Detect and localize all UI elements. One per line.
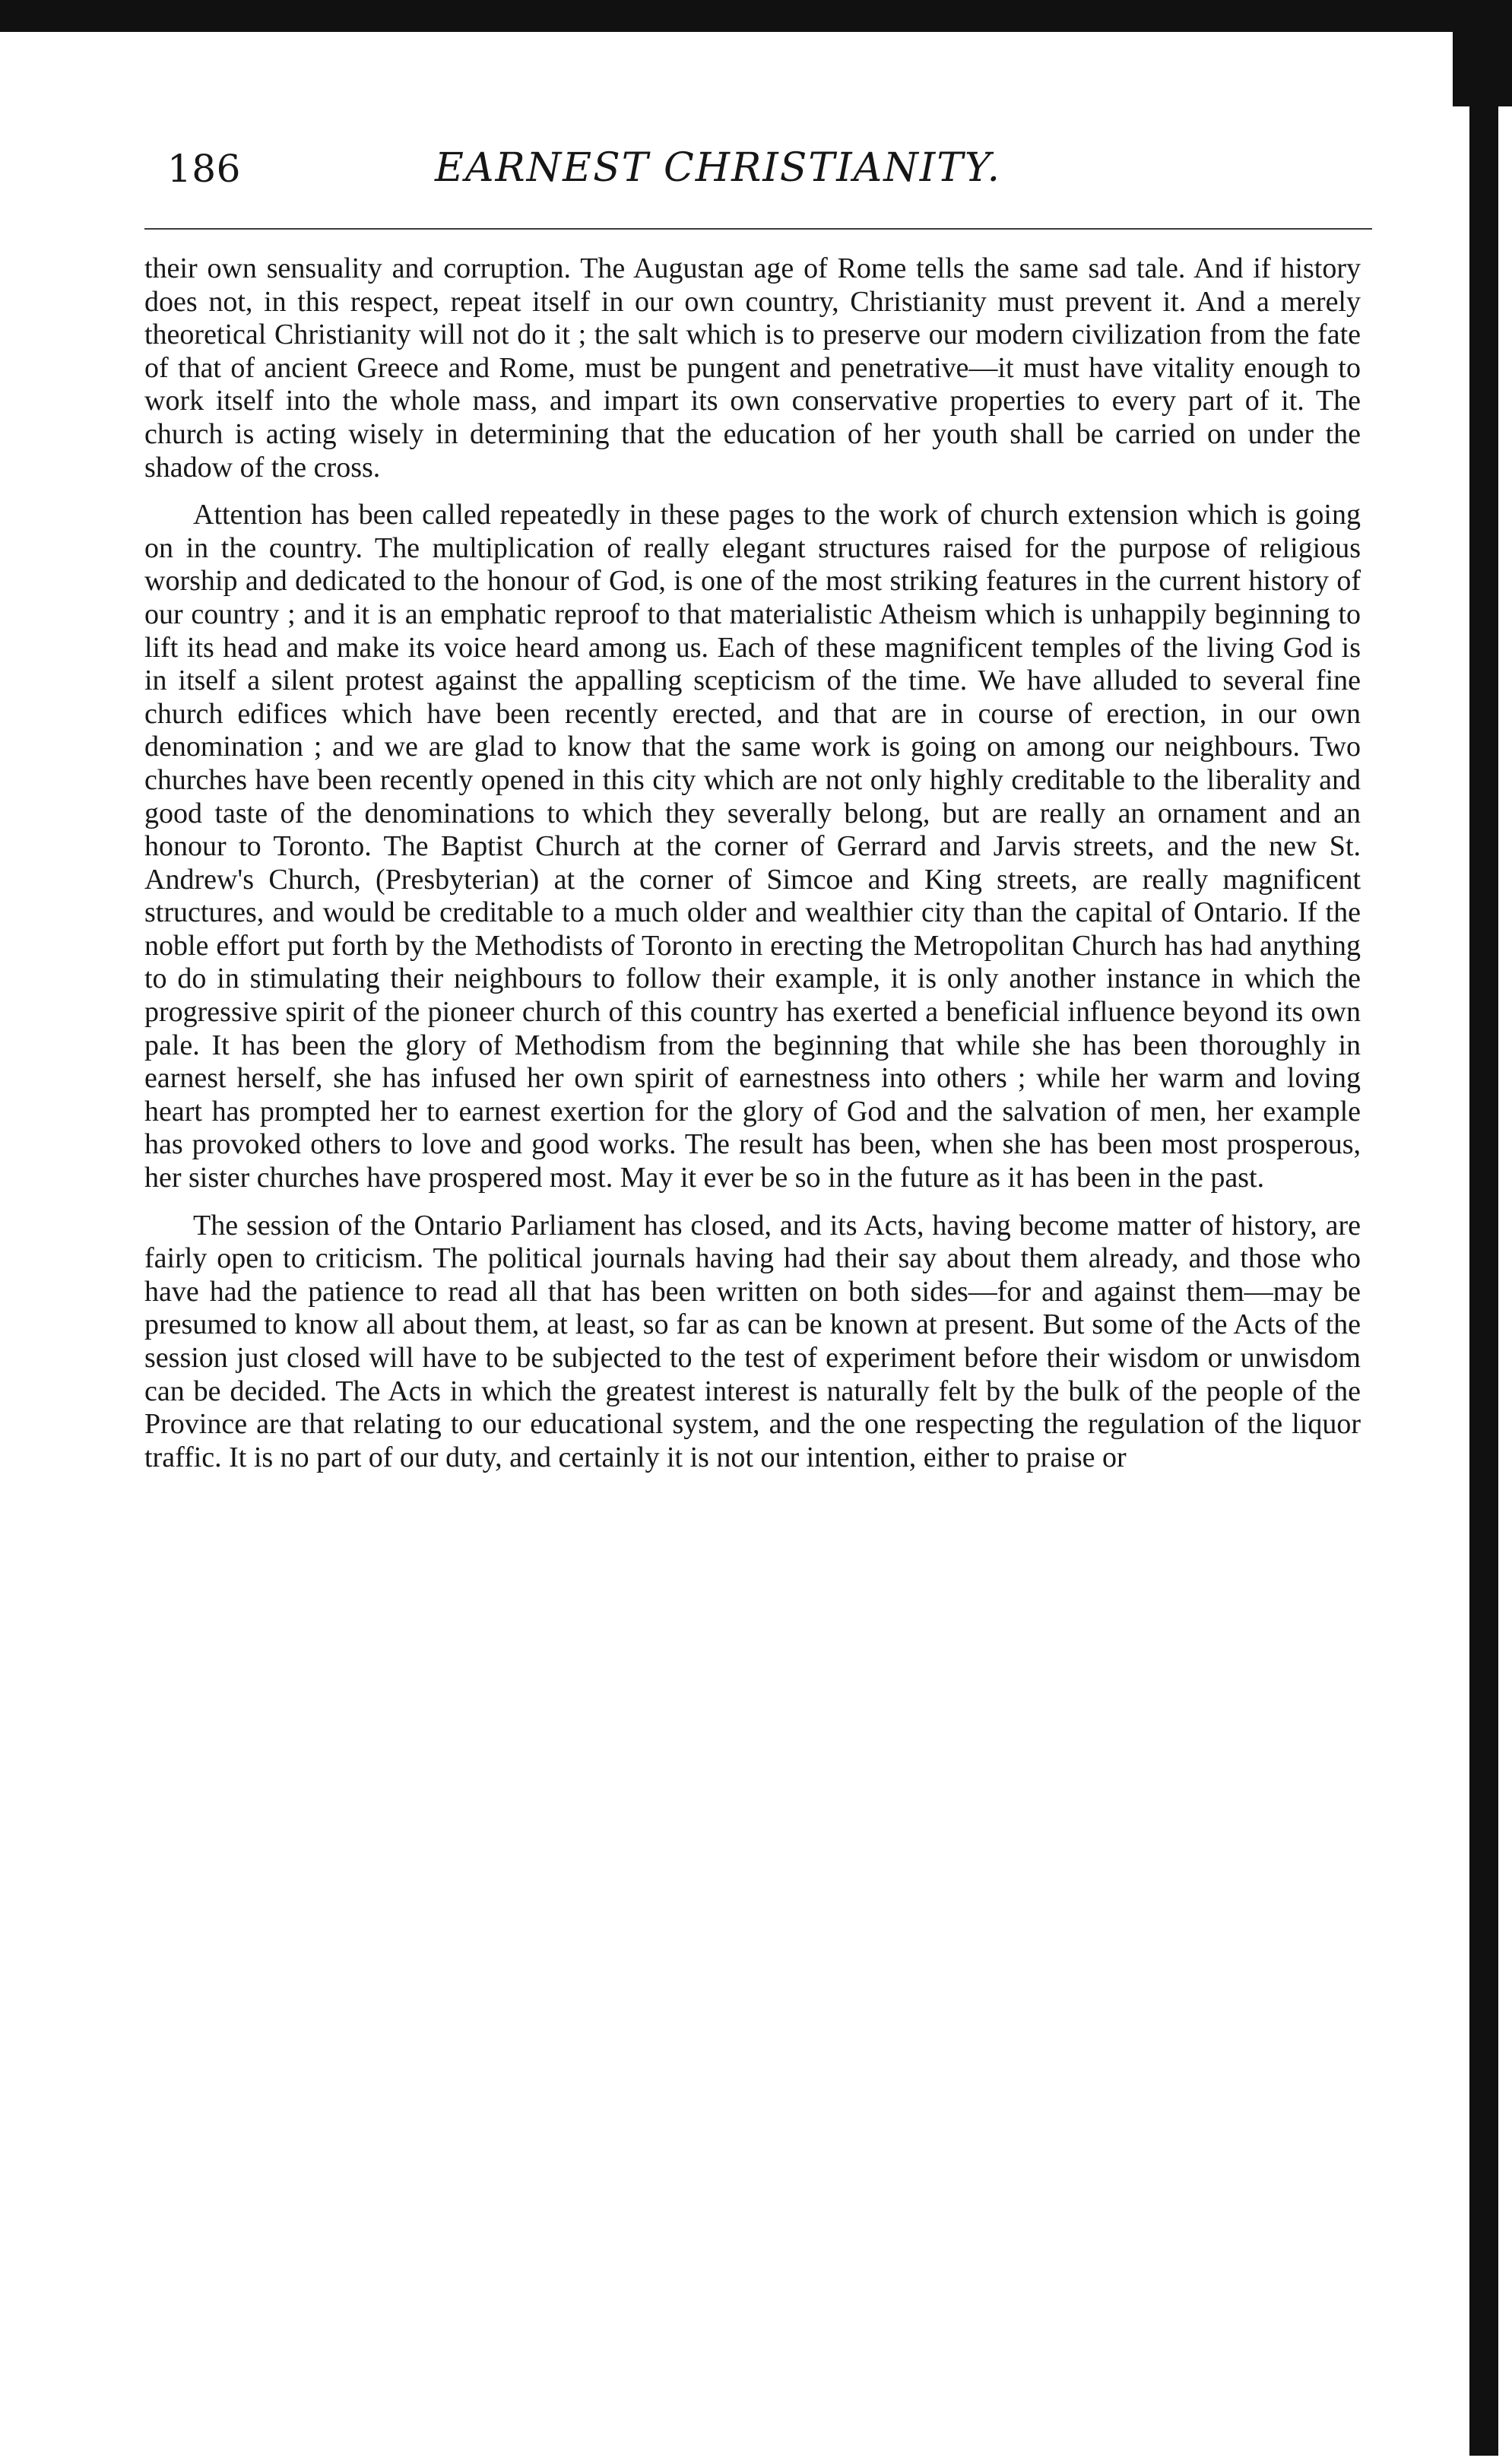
page-number: 186 [167, 147, 241, 191]
page-header [167, 133, 1368, 201]
paragraph-church-extension: Attention has been called repeatedly in these pages to the work of church extension which is going on in the country. The multiplication of really elegant structures raised for the purpose of religious worship and dedicated to the honour of God, is one of the most striking features in the current history of our country ; and it is an emphatic reproof to that materialistic Atheism which is unhappily beginning to lift its head and make its voice heard among us. Each of these magnificent temples of the living God is in itself a silent protest against the appalling scepticism of the time. We have alluded to several fine church edifices which have been recently erected, and that are in course of erection, in our own denomination ; and we are glad to know that the same work is going on among our neighbours. Two churches have been recently opened in this city which are not only highly creditable to the liberality and good taste of the denominations to which they severally belong, but are really an ornament and an honour to Toronto. The Baptist Church at the corner of Gerrard and Jarvis streets, and the new St. Andrew's Church, (Presbyterian) at the corner of Simcoe and King streets, are really magnificent structures, and would be creditable to a much older and wealthier city than the capital of Ontario. If the noble effort put forth by the Methodists of Toronto in erecting the Metropolitan Church has had anything to do in stimulating their neighbours to follow their example, it is only another instance in which the progressive spirit of the pioneer church of this country has exerted a beneficial influence beyond its own pale. It has been the glory of Methodism from the beginning that while she has been thoroughly in earnest herself, she has infused her own spirit of earnestness into others ; while her warm and loving heart has prompted her to earnest exertion for the glory of God and the salvation of men, her example has provoked others to love and good works. The result has been, when she has been most prosperous, her sister churches have prospered most. May it ever be so in the future as it has been in the past. [144, 499, 1361, 1194]
running-title: EARNEST CHRISTIANITY. [435, 145, 1002, 191]
paragraph-ontario-parliament: The session of the Ontario Parliament has closed, and its Acts, having become matter of history, are fairly open to criticism. The political journals having had their say about them already, and those who have had the patience to read all that has been written on both sides—for and against them—may be presumed to know all about them, at least, so far as can be known at present. But some of the Acts of the session just closed will have to be subjected to the test of experiment before their wisdom or unwisdom can be decided. The Acts in which the greatest interest is naturally felt by the bulk of the people of the Province are that relating to our educational system, and the one respecting the regulation of the liquor traffic. It is no part of our duty, and certainly it is not our intention, either to praise or [144, 1209, 1361, 1473]
header-rule [144, 228, 1372, 230]
body-text [144, 252, 1361, 1474]
paragraph-continuation: their own sensuality and corruption. The Augustan age of Rome tells the same sad tale. And if history does not, in this respect, repeat itself in our own country, Christianity must prevent it. And a merely theoretical Christianity will not do it ; the salt which is to preserve our modern civilization from the fate of that of ancient Greece and Rome, must be pungent and penetrative—it must have vitality enough to work itself into the whole mass, and impart its own conservative properties to every part of it. The church is acting wisely in determining that the education of her youth shall be carried on under the shadow of the cross. [144, 252, 1361, 484]
